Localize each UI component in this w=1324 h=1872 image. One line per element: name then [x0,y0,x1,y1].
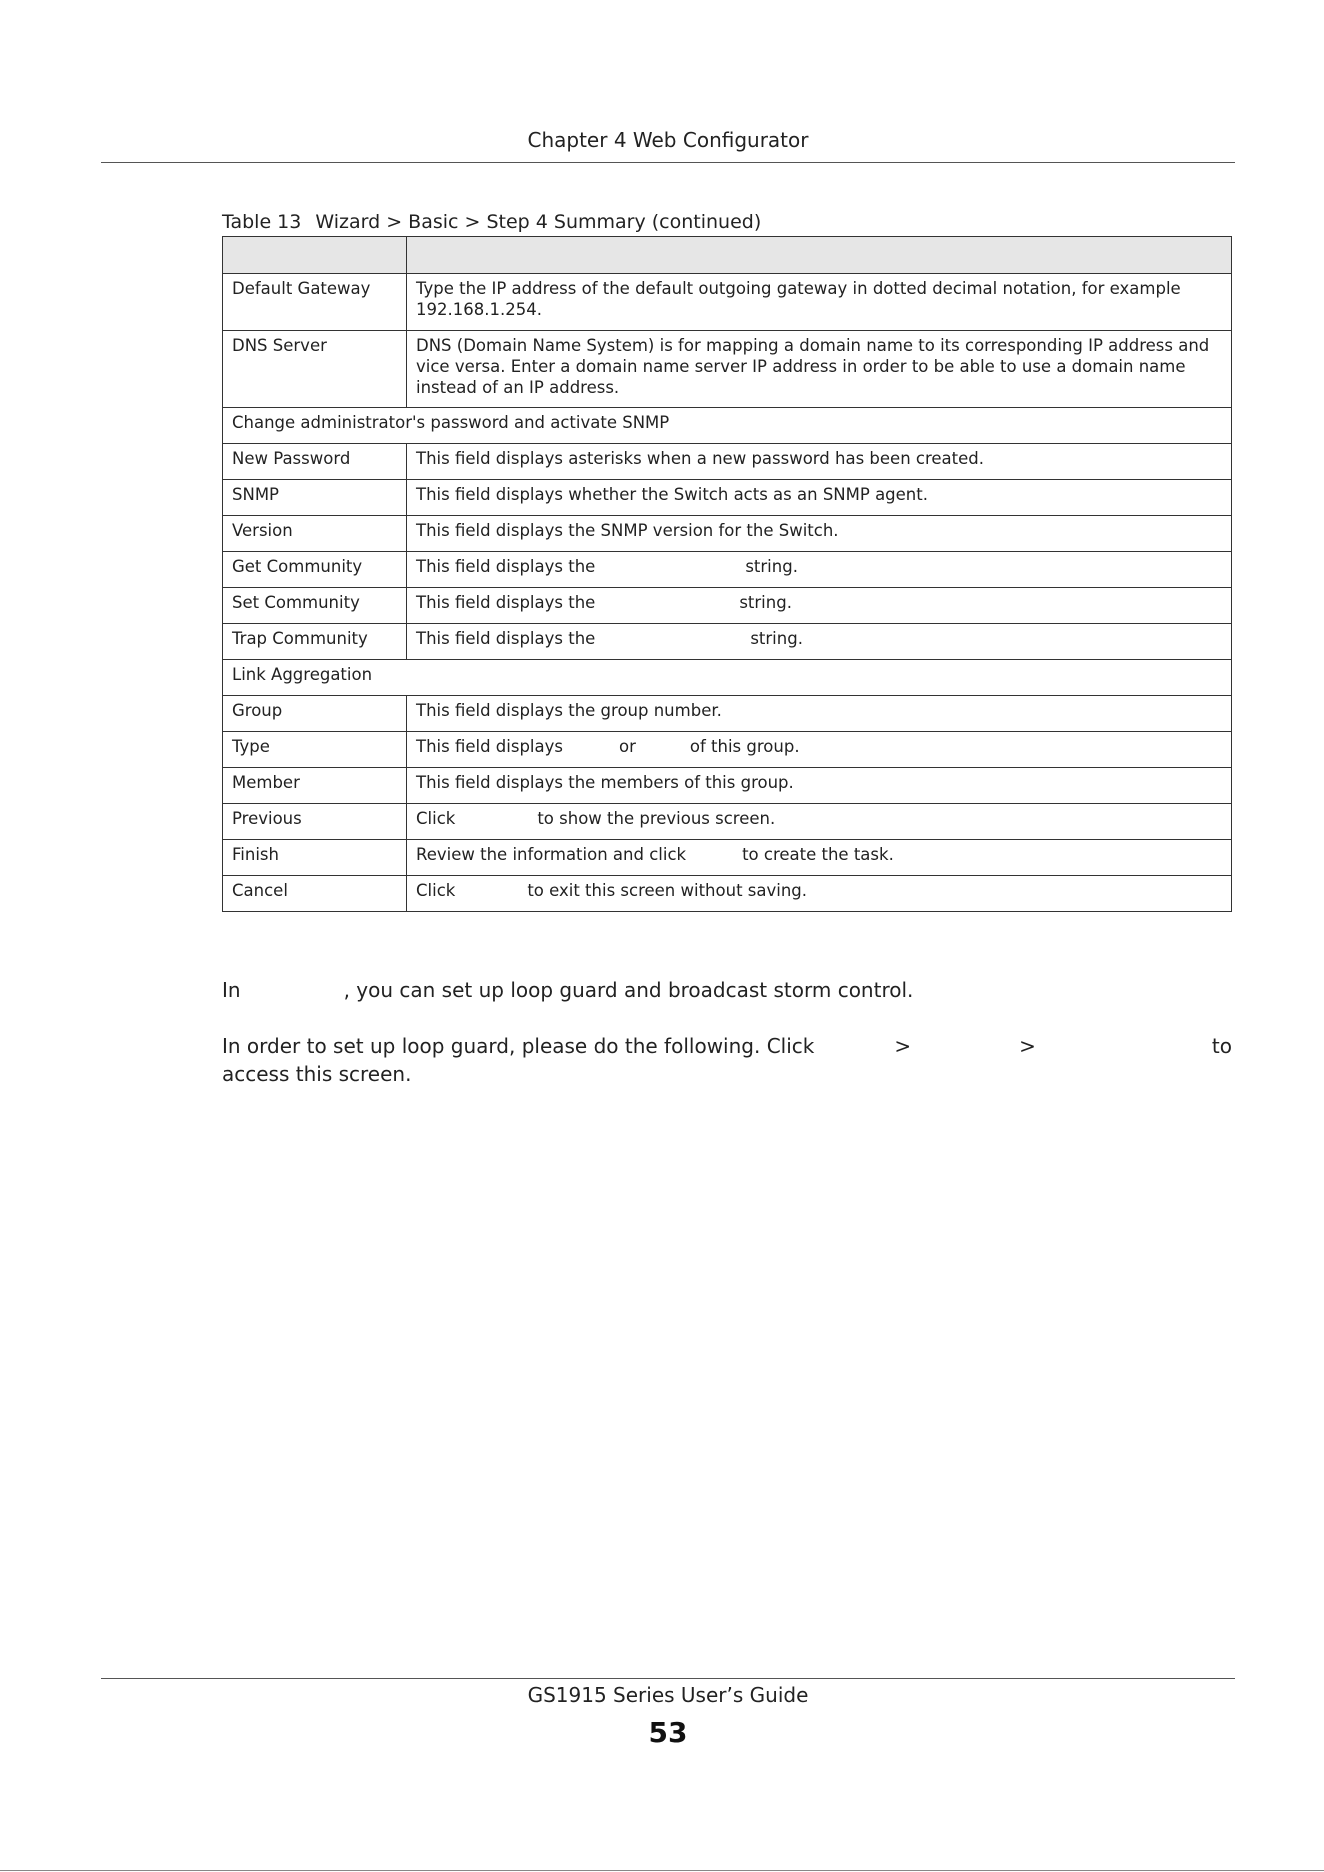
table-row [223,588,1232,624]
row-label: Version [223,516,407,552]
table-row [223,768,1232,804]
para-text: In [222,978,241,1002]
page-number: 53 [648,1716,688,1749]
desc-part: of this group. [689,737,800,756]
table-number: Table 13 [222,211,302,233]
row-label: Default Gateway [223,274,407,331]
desc-part: This field displays [416,737,563,756]
desc-part: Review the information and click [416,845,687,864]
instruction-line-2: access this screen. [222,1062,412,1086]
row-label: Previous [223,804,407,840]
table-row [223,876,1232,912]
table-section-row [223,660,1232,696]
table-row [223,274,1232,331]
row-description: This field displays the group number. [407,696,1232,732]
row-description: This field displays the SNMP version for the Switch. [407,516,1232,552]
row-description [407,552,1232,588]
desc-part: string. [750,629,803,648]
header-cell-label [223,237,407,274]
menu-separator: > [1019,1034,1036,1058]
row-label: New Password [223,444,407,480]
table-title: Wizard > Basic > Step 4 Summary (continued) [315,211,762,233]
table-row [223,516,1232,552]
desc-part: Click [416,809,456,828]
desc-part: This field displays the [416,629,596,648]
table-row [223,331,1232,408]
row-description [407,732,1232,768]
instruction-paragraph [222,1032,1232,1088]
row-label: Set Community [223,588,407,624]
table-row [223,840,1232,876]
table-row [223,696,1232,732]
row-label: SNMP [223,480,407,516]
desc-part: This field displays the [416,557,596,576]
row-description: This field displays whether the Switch acts as an SNMP agent. [407,480,1232,516]
row-description [407,588,1232,624]
row-description [407,840,1232,876]
row-description [407,624,1232,660]
table-header-row [223,237,1232,274]
header-cell-description [407,237,1232,274]
page-edge-rule [0,1870,1324,1871]
section-label: Link Aggregation [223,660,1232,696]
row-description: Type the IP address of the default outgoing gateway in dotted decimal notation, for example 192.168.1.254. [407,274,1232,331]
menu-separator: > [894,1034,912,1058]
row-label: Group [223,696,407,732]
desc-part: string. [745,557,798,576]
row-label: Get Community [223,552,407,588]
row-label: Trap Community [223,624,407,660]
desc-part: Click [416,881,456,900]
intro-paragraph [222,976,1232,1004]
row-label: DNS Server [223,331,407,408]
row-label: Member [223,768,407,804]
row-description: This field displays asterisks when a new password has been created. [407,444,1232,480]
desc-part: This field displays the [416,593,596,612]
row-label: Type [223,732,407,768]
row-label: Finish [223,840,407,876]
table-row [223,624,1232,660]
desc-part: to exit this screen without saving. [527,881,808,900]
row-description [407,804,1232,840]
desc-part: to show the previous screen. [537,809,776,828]
table-row [223,480,1232,516]
summary-table [222,236,1232,912]
table-section-row [223,408,1232,444]
row-description: DNS (Domain Name System) is for mapping a domain name to its corresponding IP address and vice versa. Enter a domain name server IP address in order to be able to use a domain name instead of an IP address. [407,331,1232,408]
row-description: This field displays the members of this group. [407,768,1232,804]
desc-part: or [619,737,636,756]
desc-part: to create the task. [742,845,894,864]
instruction-line-1 [222,1032,1232,1060]
para-text: to [1211,1034,1232,1058]
chapter-header: Chapter 4 Web Configurator [527,128,809,152]
header-divider [101,162,1235,163]
table-row [223,804,1232,840]
table-row [223,732,1232,768]
guide-title: GS1915 Series User’s Guide [527,1683,809,1707]
row-description [407,876,1232,912]
table-row [223,444,1232,480]
desc-part: string. [739,593,792,612]
row-label: Cancel [223,876,407,912]
table-row [223,552,1232,588]
table-caption [222,211,761,233]
para-text: In order to set up loop guard, please do the following. Click [222,1034,815,1058]
section-label: Change administrator's password and activate SNMP [223,408,1232,444]
para-text: , you can set up loop guard and broadcast storm control. [343,978,914,1002]
